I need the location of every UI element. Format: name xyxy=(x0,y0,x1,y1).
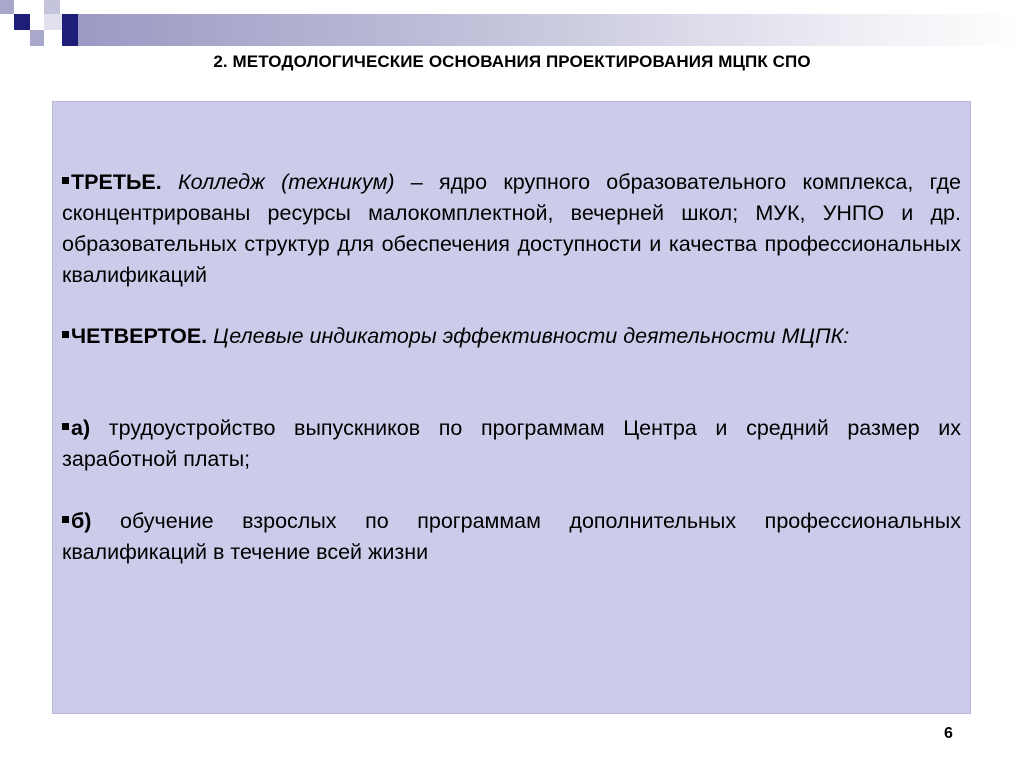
paragraph-lead: ТРЕТЬЕ. xyxy=(71,170,162,194)
paragraph-lead: ЧЕТВЕРТОЕ. xyxy=(71,324,208,348)
decor-square-4 xyxy=(62,14,78,46)
paragraph-lead: а) xyxy=(71,416,91,440)
page-number: 6 xyxy=(944,725,953,742)
paragraph-lead: б) xyxy=(71,509,92,533)
bullet-icon xyxy=(62,423,69,430)
bullet-icon xyxy=(62,331,69,338)
slide-title: 2. МЕТОДОЛОГИЧЕСКИЕ ОСНОВАНИЯ ПРОЕКТИРОВАНИЯ МЦПК СПО xyxy=(213,52,811,71)
decor-square-6 xyxy=(44,14,62,30)
paragraph-item-b xyxy=(62,506,961,568)
bullet-icon xyxy=(62,516,69,523)
paragraph-text: обучение взрослых по программам дополнительных профессиональных квалификаций в течение всей жизни xyxy=(62,509,961,564)
paragraph-third xyxy=(62,167,961,291)
paragraph-italic: Целевые индикаторы эффективности деятельности МЦПК: xyxy=(207,324,850,348)
paragraph-item-a xyxy=(62,413,961,475)
decor-square-1 xyxy=(0,0,14,14)
bullet-icon xyxy=(62,177,69,184)
decor-square-2 xyxy=(14,14,30,30)
decor-square-5 xyxy=(30,30,44,46)
paragraph-text: трудоустройство выпускников по программам Центра и средний размер их заработной платы; xyxy=(62,416,961,471)
header-gradient-bar xyxy=(78,14,1024,46)
decor-square-3 xyxy=(44,0,60,14)
paragraph-text: – ядро крупного образовательного комплекса, где сконцентрированы ресурсы малокомплектной, вечерней школ; МУК, УНПО и др. образовательных структур для обеспечения доступности и качества профессиональных квалификаций xyxy=(62,170,962,287)
paragraph-italic: Колледж (техникум) xyxy=(178,170,395,194)
paragraph-fourth xyxy=(62,321,961,352)
